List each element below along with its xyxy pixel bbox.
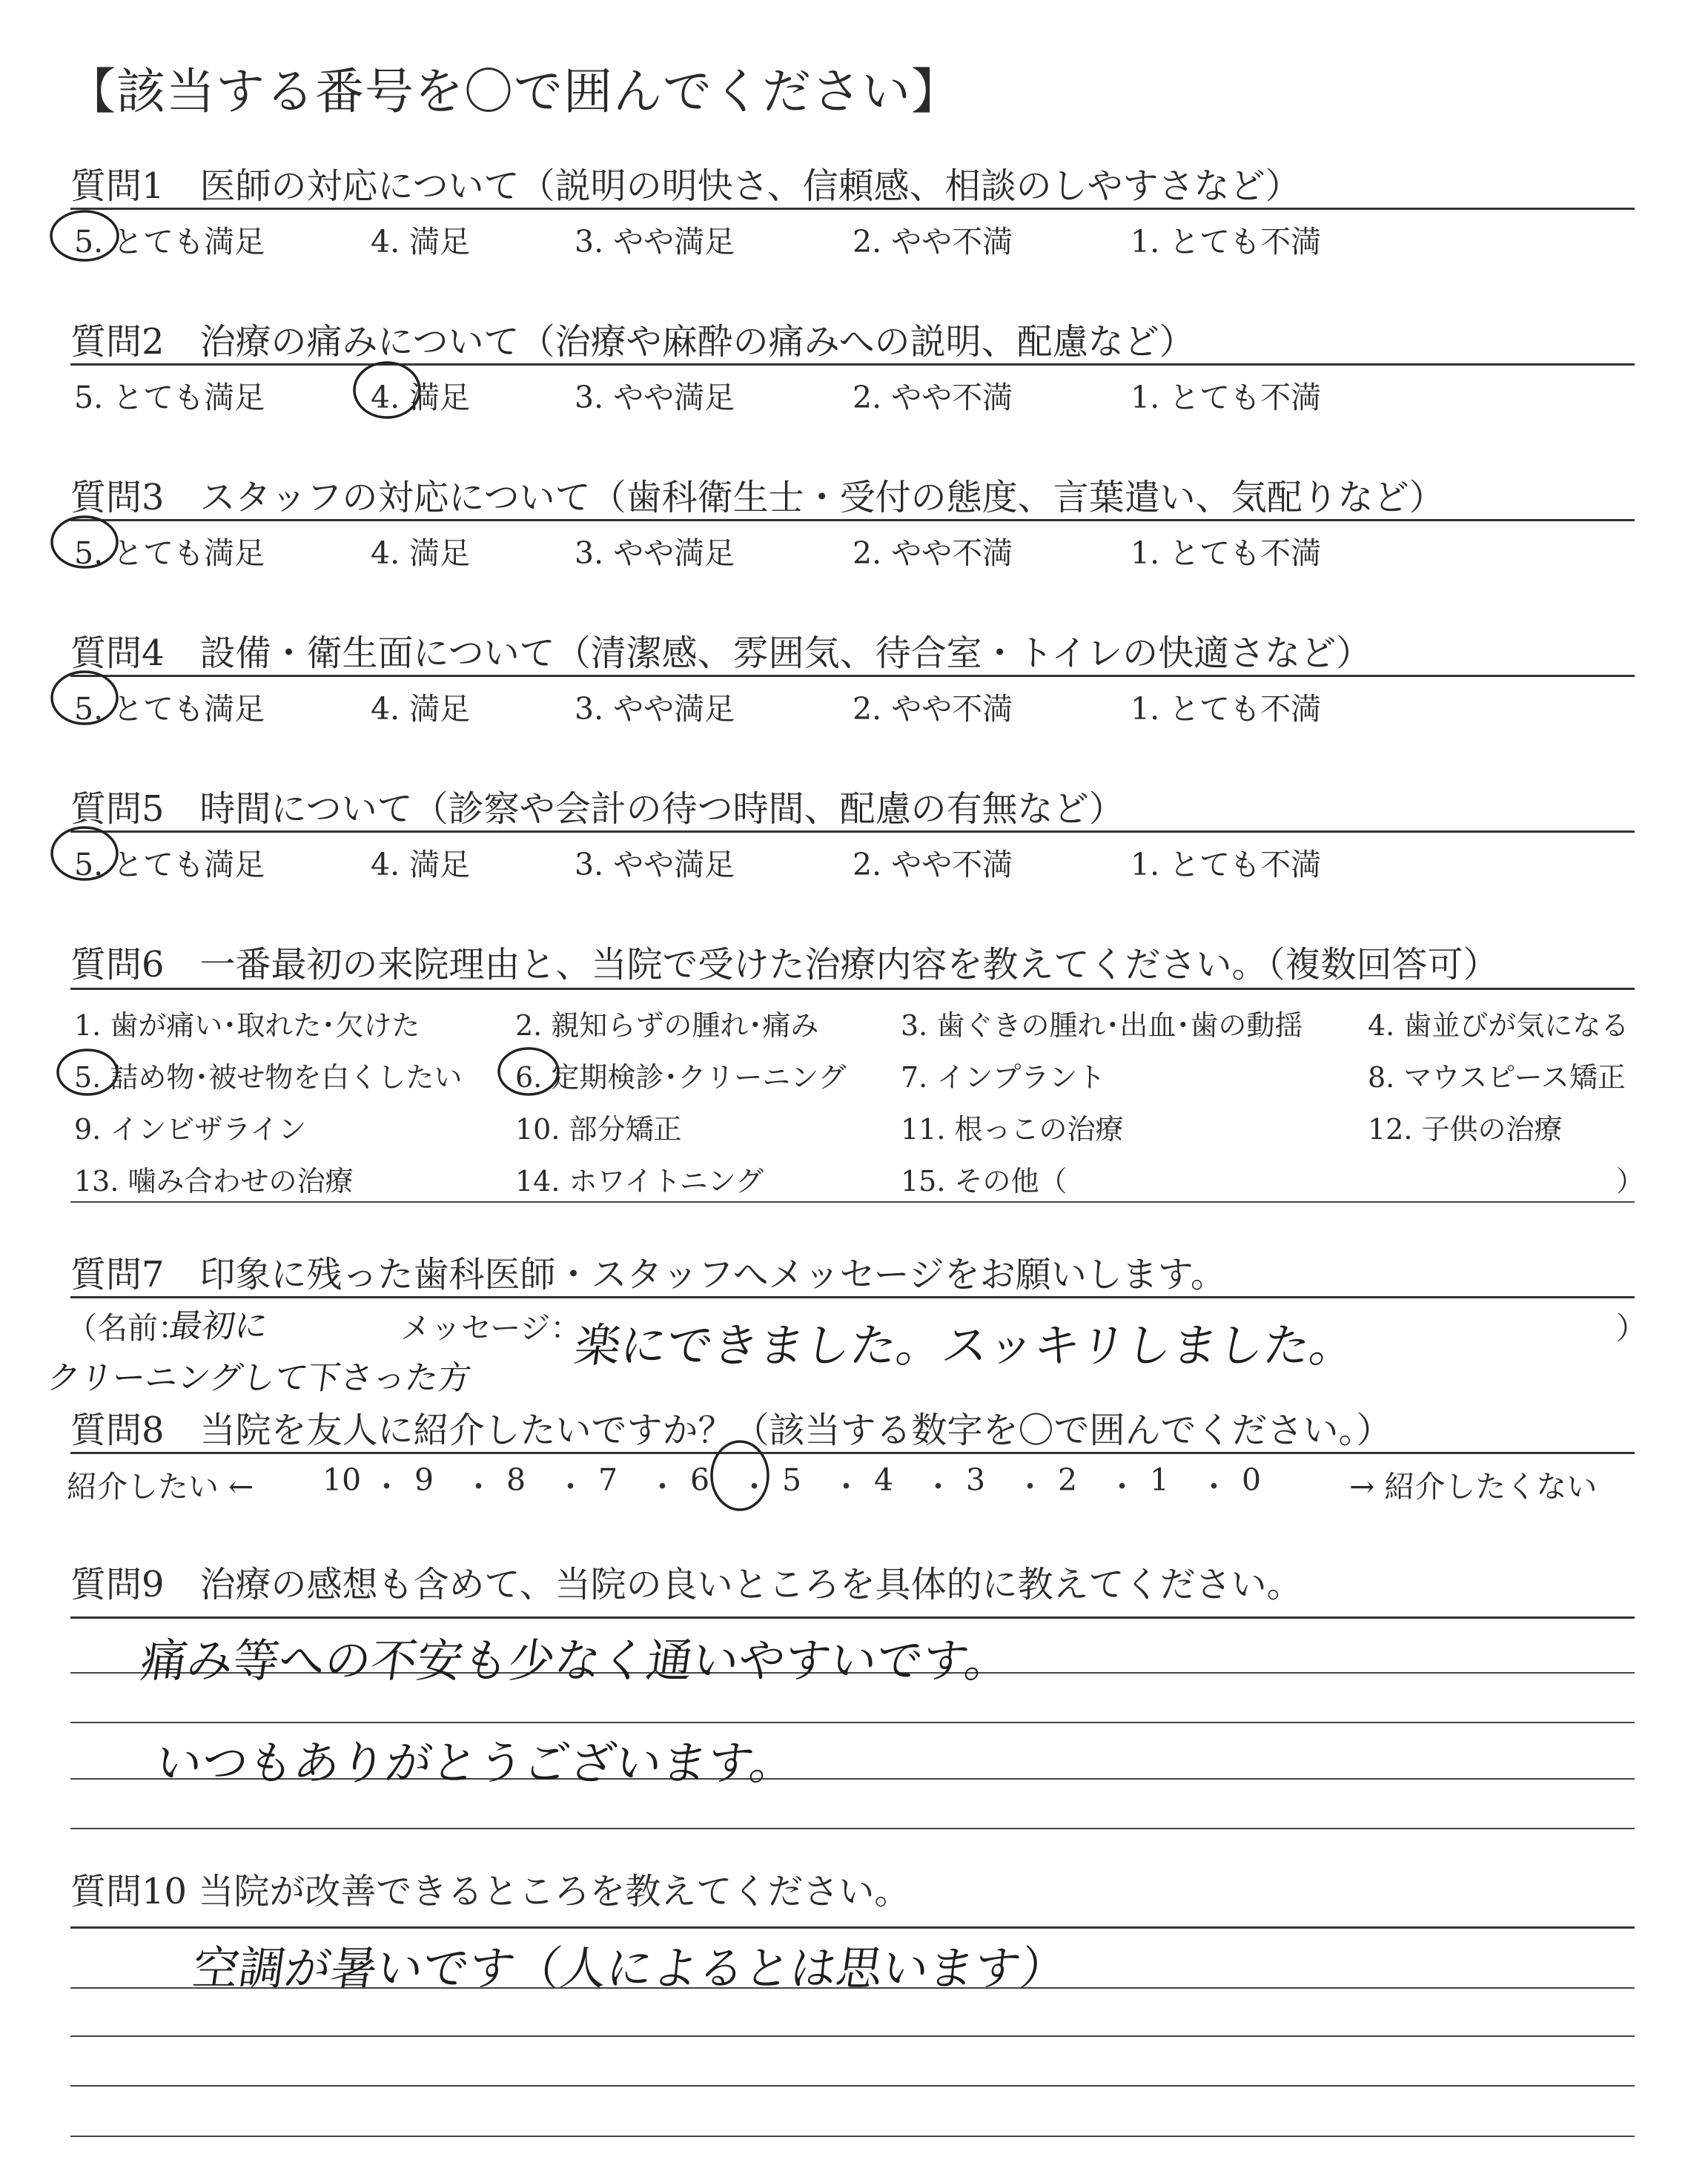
q6-option-3[interactable]: 3. 歯ぐきの腫れ･出血･歯の動揺 [901, 1009, 1303, 1042]
q8-left-label: 紹介したい ← [67, 1469, 254, 1505]
q8-separator-dot: ・ [739, 1469, 769, 1505]
q4-option-2[interactable]: 2. やや不満 [853, 691, 1013, 727]
q6-option-8[interactable]: 8. マウスピース矯正 [1368, 1061, 1626, 1094]
q2-option-2[interactable]: 2. やや不満 [853, 380, 1013, 415]
q8-number-10[interactable]: 10 [322, 1462, 362, 1498]
q2-option-4[interactable]: 4. 満足 [371, 380, 471, 415]
q7-name-label: （名前： [67, 1310, 188, 1346]
q8-number-0[interactable]: 0 [1242, 1462, 1262, 1498]
q8-rule [70, 1452, 1635, 1454]
q2-title: 質問2 治療の痛みについて（治療や麻酔の痛みへの説明、配慮など） [70, 321, 1195, 363]
q7-rule [70, 1296, 1635, 1298]
q10-handwritten-line-1: 空調が暑いです（人によるとは思います） [189, 1941, 1070, 1995]
q5-rule [70, 830, 1635, 833]
q8-separator-dot: ・ [831, 1469, 861, 1505]
q1-option-1[interactable]: 1. とても不満 [1131, 224, 1322, 260]
q2-option-5[interactable]: 5. とても満足 [74, 380, 265, 415]
q8-separator-dot: ・ [555, 1469, 586, 1505]
q3-title: 質問3 スタッフの対応について（歯科衛生士・受付の態度、言葉遣い、気配りなど） [70, 477, 1445, 518]
q6-option-11[interactable]: 11. 根っこの治療 [901, 1113, 1124, 1146]
q6-option-14[interactable]: 14. ホワイトニング [515, 1165, 764, 1198]
q8-number-5[interactable]: 5 [782, 1462, 802, 1498]
q6-option-2[interactable]: 2. 親知らずの腫れ･痛み [515, 1009, 819, 1042]
q8-number-9[interactable]: 9 [414, 1462, 434, 1498]
q9-title: 質問9 治療の感想も含めて、当院の良いところを具体的に教えてください。 [70, 1564, 1302, 1605]
q8-number-2[interactable]: 2 [1058, 1462, 1078, 1498]
q1-option-2[interactable]: 2. やや不満 [853, 224, 1013, 260]
q8-separator-dot: ・ [647, 1469, 678, 1505]
q8-number-4[interactable]: 4 [874, 1462, 894, 1498]
q2-option-1[interactable]: 1. とても不満 [1131, 380, 1322, 415]
q5-option-2[interactable]: 2. やや不満 [853, 847, 1013, 882]
q8-separator-dot: ・ [1199, 1469, 1229, 1505]
q4-title: 質問4 設備・衛生面について（清潔感、雰囲気、待合室・トイレの快適さなど） [70, 633, 1372, 674]
q9-handwritten-line-1: 痛み等への不安も少なく通いやすいです。 [137, 1634, 1015, 1688]
q6-option-7[interactable]: 7. インプラント [901, 1061, 1106, 1094]
q8-separator-dot: ・ [1107, 1469, 1137, 1505]
q4-rule [70, 675, 1635, 677]
q6-title: 質問6 一番最初の来院理由と、当院で受けた治療内容を教えてください。（複数回答可） [70, 944, 1499, 985]
q4-option-4[interactable]: 4. 満足 [371, 691, 471, 727]
q3-option-4[interactable]: 4. 満足 [371, 535, 471, 571]
q5-option-5[interactable]: 5. とても満足 [74, 847, 265, 882]
q6-option-1[interactable]: 1. 歯が痛い･取れた･欠けた [74, 1009, 420, 1042]
q8-number-3[interactable]: 3 [966, 1462, 986, 1498]
page-title: 【該当する番号を〇で囲んでください】 [67, 63, 961, 120]
q1-option-4[interactable]: 4. 満足 [371, 224, 471, 260]
q6-bottom-rule [70, 1201, 1635, 1203]
q7-message-label: メッセージ： [400, 1310, 581, 1346]
q10-line-5 [70, 2136, 1635, 2137]
q6-option-9[interactable]: 9. インビザライン [74, 1113, 307, 1146]
q6-option-4[interactable]: 4. 歯並びが気になる [1368, 1009, 1629, 1042]
q10-line-1 [70, 1926, 1635, 1929]
q7-name-handwritten-line1: 最初に [167, 1307, 271, 1345]
q8-separator-dot: ・ [1015, 1469, 1045, 1505]
q1-option-3[interactable]: 3. やや満足 [575, 224, 735, 260]
q7-message-handwritten: 楽にできました。スッキリしました。 [571, 1318, 1360, 1373]
q2-option-3[interactable]: 3. やや満足 [575, 380, 735, 415]
q2-rule [70, 363, 1635, 366]
q3-option-3[interactable]: 3. やや満足 [575, 535, 735, 571]
q6-option-13[interactable]: 13. 噛み合わせの治療 [74, 1165, 354, 1198]
q3-rule [70, 519, 1635, 521]
q6-option-12[interactable]: 12. 子供の治療 [1368, 1113, 1563, 1146]
q3-option-1[interactable]: 1. とても不満 [1131, 535, 1322, 571]
q6-rule [70, 988, 1635, 990]
q6-option-10[interactable]: 10. 部分矯正 [515, 1113, 682, 1146]
q4-option-1[interactable]: 1. とても不満 [1131, 691, 1322, 727]
q1-option-5[interactable]: 5. とても満足 [74, 224, 265, 260]
q8-number-8[interactable]: 8 [506, 1462, 526, 1498]
q6-other-close-paren: ） [1616, 1165, 1645, 1198]
q1-rule [70, 208, 1635, 210]
q8-separator-dot: ・ [371, 1469, 402, 1505]
q3-option-5[interactable]: 5. とても満足 [74, 535, 265, 571]
q8-number-7[interactable]: 7 [598, 1462, 618, 1498]
q3-option-2[interactable]: 2. やや不満 [853, 535, 1013, 571]
q10-line-3 [70, 2035, 1635, 2037]
q8-separator-dot: ・ [463, 1469, 494, 1505]
q5-title: 質問5 時間について（診察や会計の待つ時間、配慮の有無など） [70, 788, 1125, 830]
q4-option-5[interactable]: 5. とても満足 [74, 691, 265, 727]
q8-number-1[interactable]: 1 [1150, 1462, 1170, 1498]
q10-line-4 [70, 2085, 1635, 2087]
q8-title: 質問8 当院を友人に紹介したいですか？（該当する数字を〇で囲んでください。） [70, 1410, 1392, 1451]
q5-option-1[interactable]: 1. とても不満 [1131, 847, 1322, 882]
q4-option-3[interactable]: 3. やや満足 [575, 691, 735, 727]
q9-handwritten-line-2: いつもありがとうございます。 [152, 1736, 800, 1790]
q9-line-5 [70, 1828, 1635, 1829]
q6-option-15[interactable]: 15. その他（ [901, 1165, 1068, 1198]
q8-number-6[interactable]: 6 [690, 1462, 710, 1498]
q5-option-4[interactable]: 4. 満足 [371, 847, 471, 882]
q8-right-label: → 紹介したくない [1349, 1469, 1598, 1505]
q9-line-1 [70, 1616, 1635, 1619]
q9-line-3 [70, 1722, 1635, 1723]
q6-option-5[interactable]: 5. 詰め物･被せ物を白くしたい [74, 1061, 463, 1094]
q7-name-handwritten-line2: クリーニングして下さった方 [44, 1359, 474, 1397]
q6-option-6[interactable]: 6. 定期検診･クリーニング [515, 1061, 847, 1094]
q7-close-paren: ） [1616, 1310, 1646, 1346]
q8-separator-dot: ・ [923, 1469, 953, 1505]
q7-title: 質問7 印象に残った歯科医師・スタッフへメッセージをお願いします。 [70, 1254, 1226, 1295]
q1-title: 質問1 医師の対応について（説明の明快さ、信頼感、相談のしやすさなど） [70, 165, 1301, 207]
q5-option-3[interactable]: 3. やや満足 [575, 847, 735, 882]
q10-title: 質問10 当院が改善できるところを教えてください。 [70, 1871, 910, 1912]
